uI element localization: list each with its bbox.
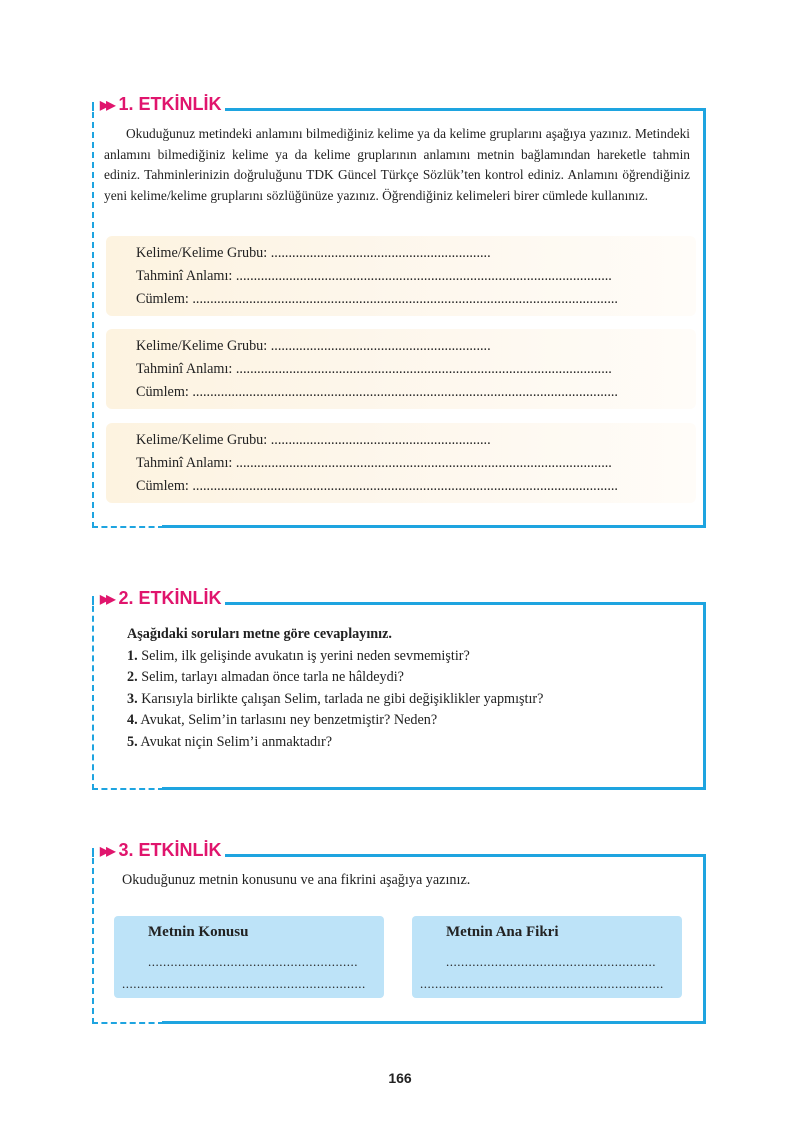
page-number: 166 [388,1070,412,1086]
double-arrow-icon: ▶▶ [100,591,113,606]
activity-3-title: ▶▶ 3. ETKİNLİK [94,840,225,861]
entry-sentence: Cümlem: ........................................................................................................................ [136,478,618,494]
activity-2-dashed-left [92,596,94,790]
activity-3-dashed-bottom [92,1022,164,1024]
activity-3-instructions: Okuduğunuz metnin konusunu ve ana fikrini aşağıya yazınız. [122,872,471,888]
topic-line-1: ........................................................ [148,954,358,969]
activity-2-title: ▶▶ 2. ETKİNLİK [94,588,225,609]
activity-2-heading: Aşağıdaki soruları metne göre cevaplayınız. [127,626,392,642]
entry-meaning: Tahminî Anlamı: .......................................................................................................... [136,455,612,471]
entry-word: Kelime/Kelime Grubu: .............................................................. [136,338,491,354]
main-idea-box [412,916,682,998]
topic-heading: Metnin Konusu [148,924,249,940]
activity-1-dashed-left [92,102,94,528]
activity-1-dashed-bottom [92,526,164,528]
entry-meaning: Tahminî Anlamı: .......................................................................................................... [136,268,612,284]
entry-word: Kelime/Kelime Grubu: .............................................................. [136,432,491,448]
main-idea-heading: Metnin Ana Fikri [446,924,559,940]
question-4: 4. Avukat, Selim’in tarlasını ney benzetmiştir? Neden? [127,712,438,728]
activity-2-content [127,624,687,753]
activity-1-instructions: Okuduğunuz metindeki anlamını bilmediğiniz kelime ya da kelime gruplarını aşağıya yazınız. Metindeki anlamını bilmediğiniz kelime ya da kelime gruplarının anlamını metnin bağlamından hareketle tahmin ediniz. Tahminlerinizin doğruluğunu TDK Güncel Türkçe Sözlük’ten kontrol ediniz. Anlamını öğrendiğiniz yeni kelime/kelime gruplarını sözlüğünüze yazınız. Öğrendiğiniz kelimeleri birer cümlede kullanınız. [104,126,690,203]
question-3: 3. Karısıyla birlikte çalışan Selim, tarlada ne gibi değişiklikler yapmıştır? [127,690,544,707]
entry-sentence: Cümlem: ........................................................................................................................ [136,291,618,307]
activity-2 [92,590,706,790]
double-arrow-icon: ▶▶ [100,97,113,112]
double-arrow-icon: ▶▶ [100,843,113,858]
entry-word: Kelime/Kelime Grubu: .............................................................. [136,245,491,261]
activity-3-dashed-left [92,848,94,1024]
activity-1-title: ▶▶ 1. ETKİNLİK [94,94,225,115]
entry-3 [106,423,696,503]
question-2: 2. Selim, tarlayı almadan önce tarla ne hâldeydi? [127,669,404,685]
main-idea-line-1: ........................................................ [446,954,656,969]
main-idea-line-2: ................................................................. [420,976,664,991]
activity-2-dashed-bottom [92,788,164,790]
question-1: 1. Selim, ilk gelişinde avukatın iş yerini neden sevmemiştir? [127,647,470,664]
entry-2 [106,329,696,409]
entry-1 [106,236,696,316]
activity-1 [92,96,706,528]
entry-sentence: Cümlem: ........................................................................................................................ [136,384,618,400]
entry-meaning: Tahminî Anlamı: .......................................................................................................... [136,361,612,377]
question-5: 5. Avukat niçin Selim’i anmaktadır? [127,733,333,750]
topic-line-2: ................................................................. [122,976,366,991]
topic-box [114,916,384,998]
